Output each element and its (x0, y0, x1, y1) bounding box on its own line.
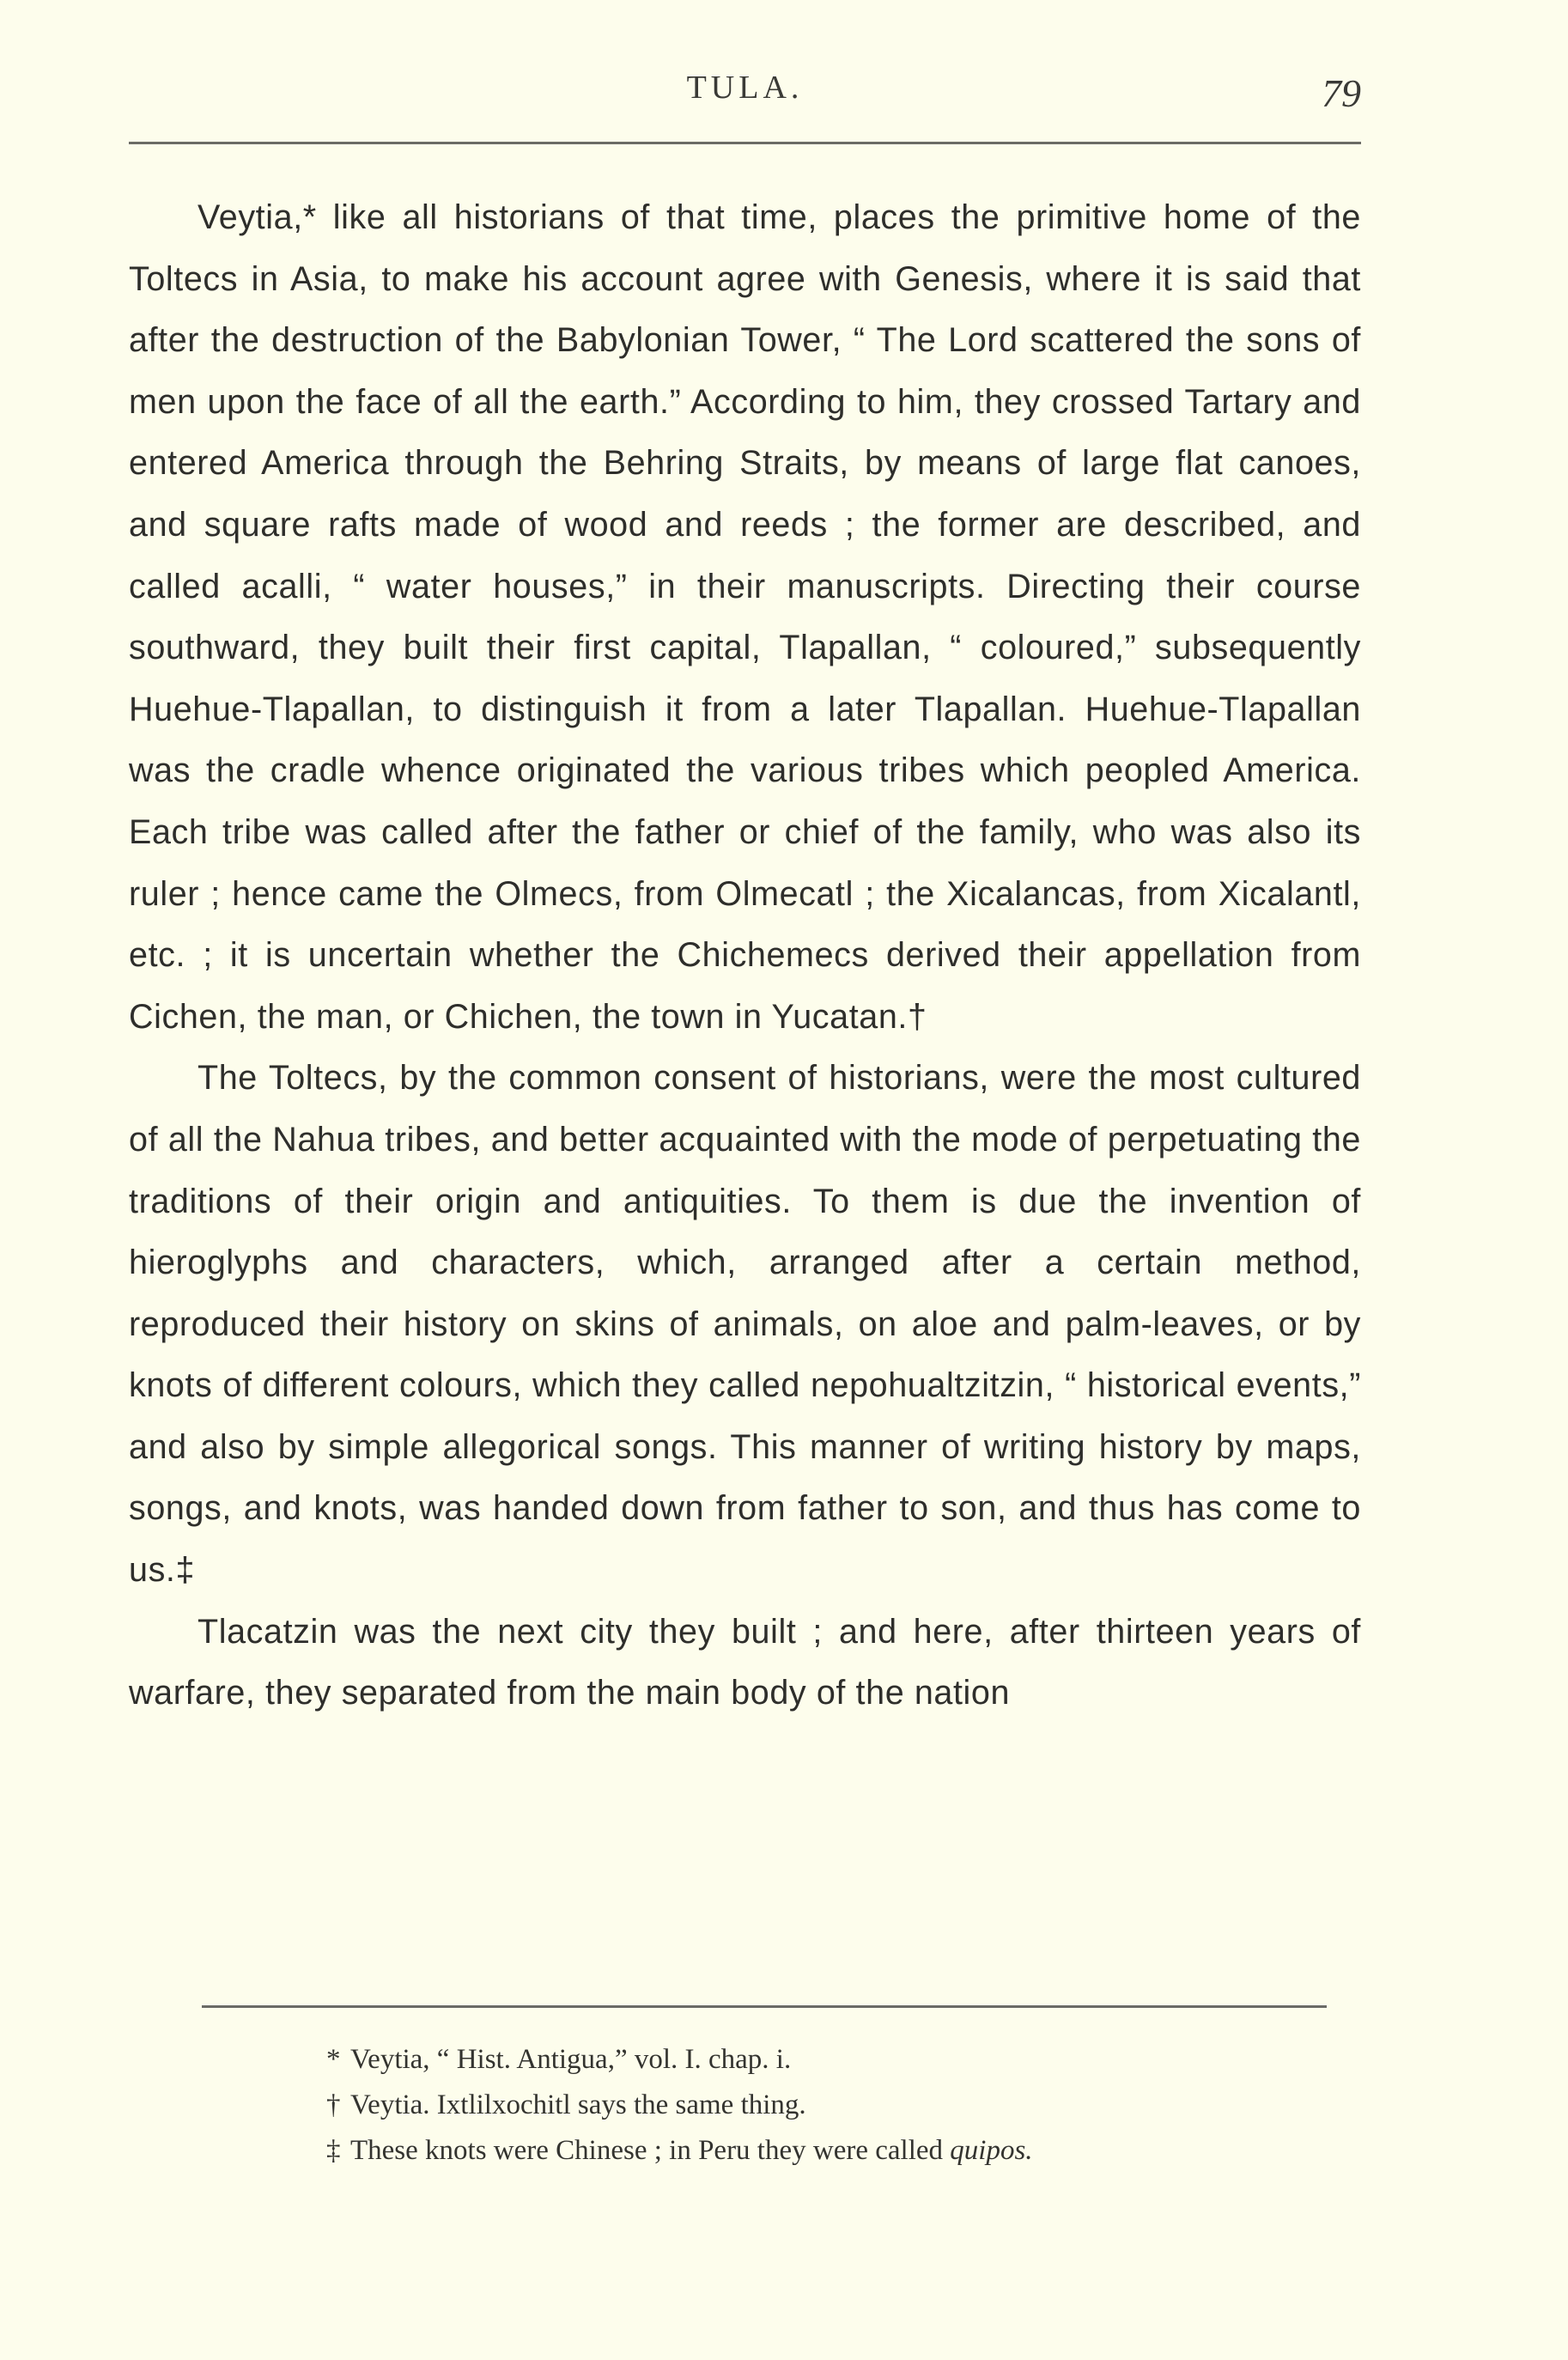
paragraph: The Toltecs, by the common consent of historians, were the most cultured of all the Nahua tribes, and better acquainted with the mode of perpetuating the traditions of their origin and antiquities. To them is due the invention of hieroglyphs and characters, which, arranged after a certain method, reproduced their history on skins of animals, on aloe and palm-leaves, or by knots of different colours, which they called nepohualtzitzin, “ historical events,” and also by simple allegorical songs. This manner of writing history by maps, songs, and knots, was handed down from father to son, and thus has come to us.‡ (129, 1059, 1361, 1590)
running-head (129, 62, 1361, 113)
footnote-mark: † (326, 2089, 341, 2120)
footnote-text: Veytia. Ixtlilxochitl says the same thing. (350, 2089, 806, 2120)
footnote-text: Veytia, “ Hist. Antigua,” vol. I. chap. i. (350, 2044, 792, 2075)
footnote-mark: * (326, 2044, 341, 2075)
footnote (326, 2128, 1357, 2174)
footnote (326, 2083, 1357, 2128)
paragraph: Tlacatzin was the next city they built ; and here, after thirteen years of warfare, they separated from the main body of the nation (129, 1612, 1361, 1712)
footnote-mark: ‡ (326, 2135, 341, 2166)
page-number: 79 (1322, 71, 1361, 115)
header-rule (129, 142, 1361, 144)
footnote-text: These knots were Chinese ; in Peru they were called (350, 2135, 951, 2166)
paragraph: Veytia,* like all historians of that time, places the primitive home of the Toltecs in Asia, to make his account agree with Genesis, where it is said that after the destruction of the Babylonian Tower, “ The Lord scattered the sons of men upon the face of all the earth.” According to him, they crossed Tartary and entered America through the Behring Straits, by means of large flat canoes, and square rafts made of wood and reeds ; the former are described, and called acalli, “ water houses,” in their manuscripts. Directing their course southward, they built their first capital, Tlapallan, “ coloured,” subsequently Huehue-Tlapallan, to distinguish it from a later Tlapallan. Huehue-Tlapallan was the cradle whence originated the various tribes which peopled America. Each tribe was called after the father or chief of the family, who was also its ruler ; hence came the Olmecs, from Olmecatl ; the Xicalancas, from Xicalantl, etc. ; it is uncertain whether the Chichemecs derived their appellation from Cichen, the man, or Chichen, the town in Yucatan.† (129, 198, 1361, 1036)
body-text (129, 187, 1361, 1724)
footnote-italic-term: quipos. (950, 2135, 1033, 2166)
footnotes (326, 2037, 1357, 2174)
footnote (326, 2037, 1357, 2083)
running-title: TULA. (686, 70, 804, 106)
footnote-rule (202, 2005, 1327, 2008)
